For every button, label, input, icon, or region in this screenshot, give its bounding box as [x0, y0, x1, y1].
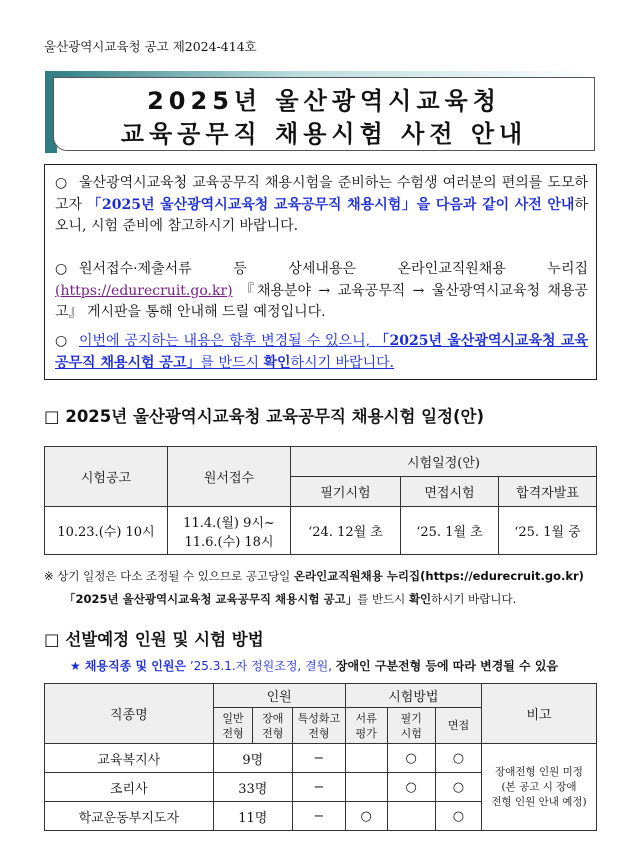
header-special: 특성화고 전형	[293, 708, 346, 744]
header-general: 일반 전형	[213, 708, 253, 744]
selection-table	[44, 683, 597, 831]
selection-section-title: □ 선발예정 인원 및 시험 방법	[44, 630, 264, 649]
selection-note: ★ 채용직종 및 인원은 ’25.3.1.자 정원조정, 결원, 장애인 구분전형 등에 따라 변경될 수 있음	[70, 659, 559, 673]
cell-written: ‘24. 12월 초	[291, 507, 401, 555]
title-box	[53, 77, 595, 151]
intro-highlight-1: 「2025년 울산광역시교육청 교육공무직 채용시험」을 다음과 같이 사전 안내	[87, 196, 575, 213]
header-disabled: 장애 전형	[253, 708, 293, 744]
bullet-circle: ○	[55, 261, 68, 277]
cell-result: ‘25. 1월 중	[498, 507, 596, 555]
title-line-1: 2025년 울산광역시교육청	[147, 87, 501, 115]
intro-paragraph-3: ○ 이번에 공지하는 내용은 향후 변경될 수 있으니, 「2025년 울산광역시교육청 교육공무직 채용시험 공고」를 반드시 확인하시기 바랍니다.	[55, 333, 588, 371]
cell-apply: 11.4.(월) 9시~ 11.6.(수) 18시	[168, 507, 291, 555]
table-row: 교육복지사 9명 − ○ ○ 장애전형 인원 미정 (본 공고 시 장애 전형 인원 안내 예정)	[45, 744, 597, 773]
header-method: 시험방법	[345, 684, 481, 708]
cell-interview: ‘25. 1월 초	[401, 507, 499, 555]
header-written-method: 필기 시험	[387, 708, 435, 744]
header-job: 직종명	[45, 684, 214, 744]
header-apply: 원서접수	[168, 447, 291, 507]
schedule-note-1: ※ 상기 일정은 다소 조정될 수 있으므로 공고당일 온라인교직원채용 누리집(https://edurecruit.go.kr)	[44, 569, 584, 583]
header-interview-method: 면접	[435, 708, 481, 744]
header-schedule-group: 시험일정(안)	[291, 447, 597, 477]
cell-notice: 10.23.(수) 10시	[45, 507, 168, 555]
edurecruit-link[interactable]: (https://edurecruit.go.kr)	[55, 282, 233, 299]
schedule-table	[44, 446, 597, 555]
header-interview: 면접시험	[401, 477, 499, 507]
intro-paragraph-1: ○ 울산광역시교육청 교육공무직 채용시험을 준비하는 수험생 여러분의 편의를 도모하고자 「2025년 울산광역시교육청 교육공무직 채용시험」을 다음과 같이 사전 안내하오니, 시험 준비에 참고하시기 바랍니다.	[55, 175, 588, 234]
header-result: 합격자발표	[498, 477, 596, 507]
schedule-section-title: □ 2025년 울산광역시교육청 교육공무직 채용시험 일정(안)	[44, 407, 485, 426]
bullet-circle: ○	[55, 333, 68, 349]
remark-cell: 장애전형 인원 미정 (본 공고 시 장애 전형 인원 안내 예정)	[482, 744, 597, 831]
title-line-2: 교육공무직 채용시험 사전 안내	[120, 120, 528, 148]
intro-box	[44, 164, 597, 380]
header-document: 서류 평가	[345, 708, 387, 744]
schedule-note-2: 「2025년 울산광역시교육청 교육공무직 채용시험 공고」를 반드시 확인하시기 바랍니다.	[64, 592, 517, 606]
header-notice: 시험공고	[45, 447, 168, 507]
title-banner	[45, 71, 597, 153]
table-row: 조리사 33명 − ○ ○	[45, 773, 597, 802]
notice-number: 울산광역시교육청 공고 제2024-414호	[44, 39, 257, 54]
bullet-circle: ○	[55, 175, 68, 191]
intro-paragraph-2: ○ 원서접수·제출서류 등 상세내용은 온라인교직원채용 누리집 (https://edurecruit.go.kr) 『채용분야 → 교육공무직 → 울산광역시교육청 채용공고』 게시판을 통해 안내해 드릴 예정입니다.	[55, 261, 588, 320]
header-written: 필기시험	[291, 477, 401, 507]
header-remark: 비고	[482, 684, 597, 744]
table-row: 학교운동부지도자 11명 − ○ ○	[45, 802, 597, 831]
header-people: 인원	[213, 684, 345, 708]
